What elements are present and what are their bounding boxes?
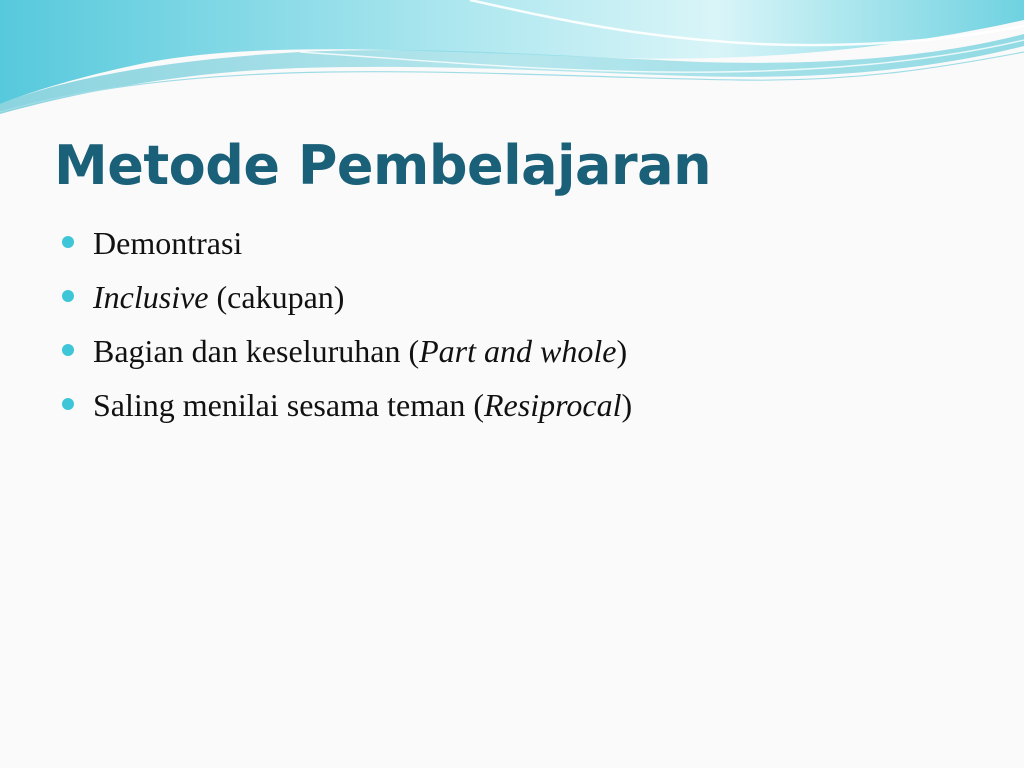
bullet-item xyxy=(62,274,632,328)
slide-title: Metode Pembelajaran xyxy=(54,134,712,197)
bullet-item xyxy=(62,328,632,382)
bullet-text-italic: Inclusive xyxy=(93,279,209,315)
bullet-text: ) xyxy=(621,387,633,423)
bullet-text: (cakupan) xyxy=(208,279,345,315)
bullet-text: Demontrasi xyxy=(93,225,243,261)
bullet-text: Saling menilai sesama teman ( xyxy=(93,387,484,423)
bullet-list xyxy=(62,220,632,436)
bullet-text: Bagian dan keseluruhan ( xyxy=(93,333,420,369)
bullet-text-italic: Part and whole xyxy=(419,333,617,369)
bullet-dot-icon xyxy=(62,290,74,302)
bullet-item xyxy=(62,220,632,274)
bullet-dot-icon xyxy=(62,398,74,410)
wave-header-decoration xyxy=(0,0,1024,130)
bullet-dot-icon xyxy=(62,236,74,248)
bullet-item xyxy=(62,382,632,436)
bullet-dot-icon xyxy=(62,344,74,356)
bullet-text: ) xyxy=(616,333,628,369)
bullet-text-italic: Resiprocal xyxy=(484,387,622,423)
